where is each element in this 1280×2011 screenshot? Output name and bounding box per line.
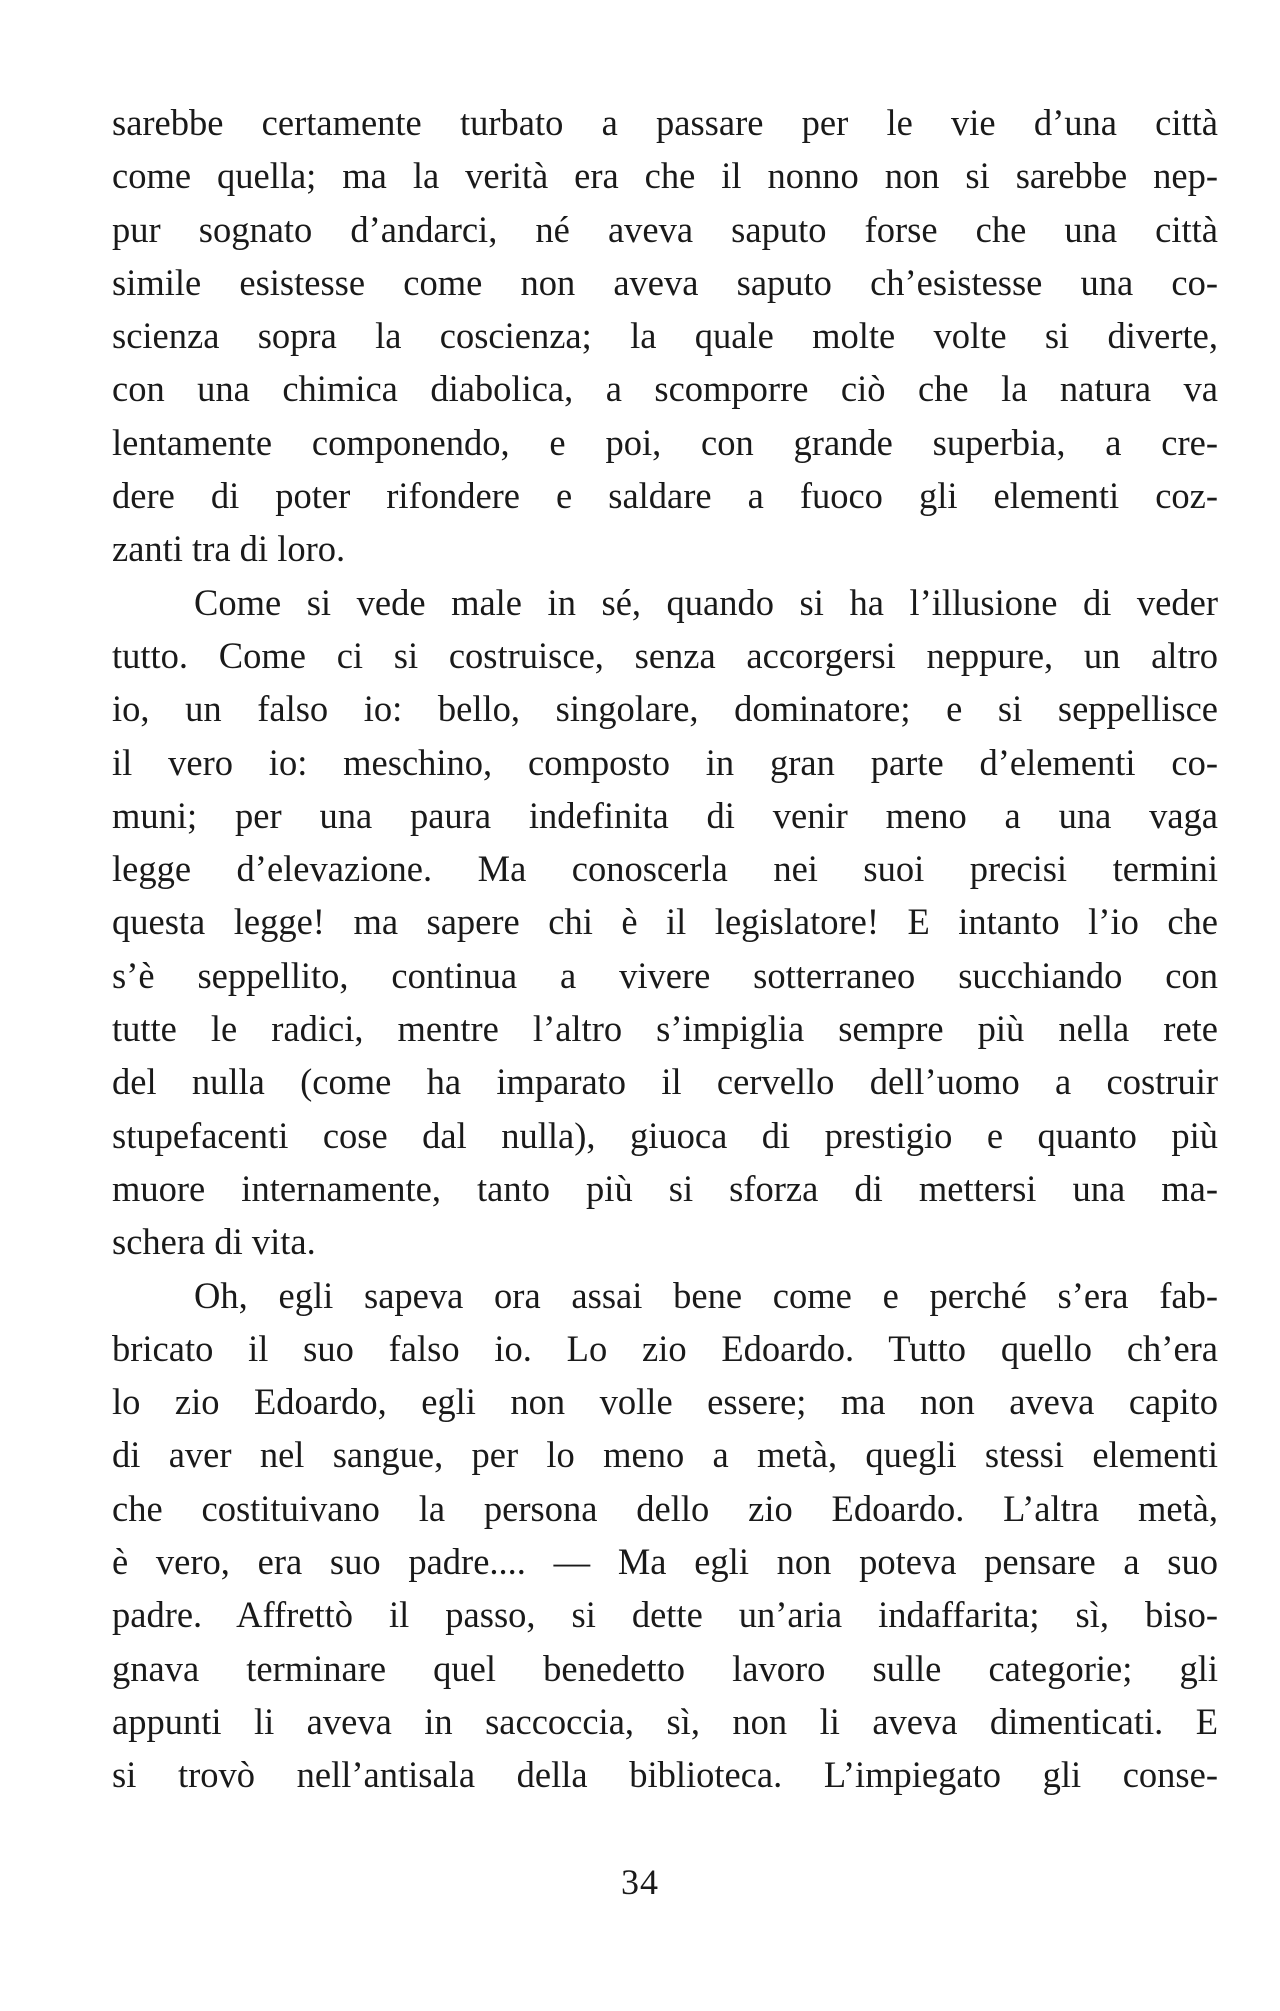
text-line: tutte le radici, mentre l’altro s’impiglia sempre più nella rete [112,1008,1218,1050]
paragraph [112,1269,1218,1802]
text-line: del nulla (come ha imparato il cervello dell’uomo a costruir [112,1061,1218,1103]
text-line: zanti tra di loro. [112,528,346,570]
page-number: 34 [621,1862,659,1902]
text-line: come quella; ma la verità era che il nonno non si sarebbe nep- [112,155,1218,197]
text-line: il vero io: meschino, composto in gran parte d’elementi co- [112,741,1218,783]
paragraph [112,96,1218,576]
text-line: è vero, era suo padre.... — Ma egli non poteva pensare a suo [112,1541,1218,1583]
text-line: con una chimica diabolica, a scomporre ciò che la natura va [112,368,1218,410]
text-line: lo zio Edoardo, egli non volle essere; ma non aveva capito [112,1381,1218,1423]
paragraph [112,576,1218,1269]
text-line: muore internamente, tanto più si sforza di mettersi una ma- [112,1167,1218,1209]
text-line: legge d’elevazione. Ma conoscerla nei suoi precisi termini [112,848,1218,890]
text-line: che costituivano la persona dello zio Edoardo. L’altra metà, [112,1487,1218,1529]
text-line: sarebbe certamente turbato a passare per le vie d’una città [112,102,1218,143]
text-line: gnava terminare quel benedetto lavoro sulle categorie; gli [112,1647,1218,1689]
text-line: scienza sopra la coscienza; la quale molte volte si diverte, [112,315,1218,357]
text-line: Oh, egli sapeva ora assai bene come e perché s’era fab- [194,1274,1218,1316]
text-line: muni; per una paura indefinita di venir meno a una vaga [112,794,1218,836]
text-line: bricato il suo falso io. Lo zio Edoardo. Tutto quello ch’era [112,1327,1218,1369]
text-line: Come si vede male in sé, quando si ha l’illusione di veder [194,581,1218,623]
text-line: tutto. Come ci si costruisce, senza accorgersi neppure, un altro [112,634,1218,676]
text-line: padre. Affrettò il passo, si dette un’aria indaffarita; sì, biso- [112,1594,1218,1636]
text-line: dere di poter rifondere e saldare a fuoco gli elementi coz- [112,475,1218,517]
text-line: simile esistesse come non aveva saputo ch’esistesse una co- [112,261,1218,303]
body-text [112,96,1218,1802]
text-line: stupefacenti cose dal nulla), giuoca di prestigio e quanto più [112,1114,1218,1156]
text-line: di aver nel sangue, per lo meno a metà, quegli stessi elementi [112,1434,1218,1476]
text-line: lentamente componendo, e poi, con grande superbia, a cre- [112,421,1218,463]
text-line: s’è seppellito, continua a vivere sotterraneo succhiando con [112,954,1218,996]
text-line: appunti li aveva in saccoccia, sì, non li aveva dimenticati. E [112,1700,1218,1742]
text-line: schera di vita. [112,1221,316,1263]
text-line: io, un falso io: bello, singolare, dominatore; e si seppellisce [112,688,1218,730]
text-line: si trovò nell’antisala della biblioteca. L’impiegato gli conse- [112,1754,1218,1796]
text-line: pur sognato d’andarci, né aveva saputo forse che una città [112,208,1218,250]
text-line: questa legge! ma sapere chi è il legislatore! E intanto l’io che [112,901,1218,943]
